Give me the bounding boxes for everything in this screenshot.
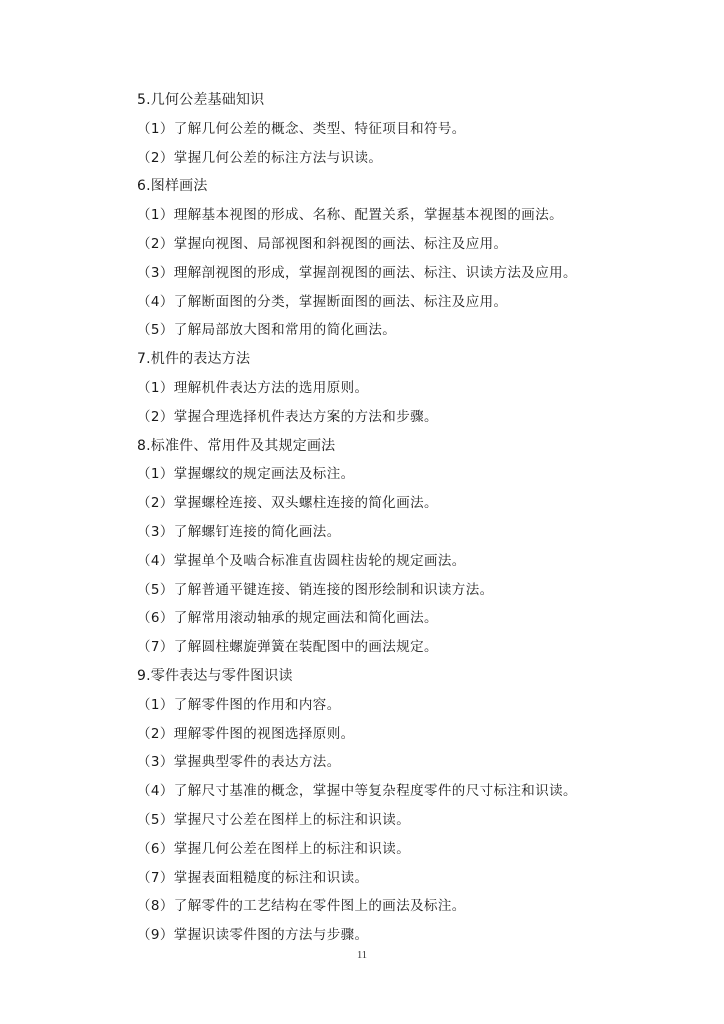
section-heading: 5.几何公差基础知识 bbox=[137, 92, 265, 108]
list-item: （3）理解剖视图的形成，掌握剖视图的画法、标注、识读方法及应用。 bbox=[137, 264, 577, 281]
page-content bbox=[137, 86, 637, 950]
list-item: （2）掌握合理选择机件表达方案的方法和步骤。 bbox=[137, 408, 438, 425]
section-heading: 9.零件表达与零件图识读 bbox=[137, 667, 293, 684]
list-item: （5）掌握尺寸公差在图样上的标注和识读。 bbox=[137, 811, 411, 828]
list-item: （1）了解零件图的作用和内容。 bbox=[137, 696, 341, 713]
list-item: （2）掌握螺栓连接、双头螺柱连接的简化画法。 bbox=[137, 495, 438, 512]
list-item: （3）了解螺钉连接的简化画法。 bbox=[137, 523, 341, 540]
list-item: （4）了解尺寸基准的概念，掌握中等复杂程度零件的尺寸标注和识读。 bbox=[137, 783, 577, 800]
list-item: （5）了解局部放大图和常用的简化画法。 bbox=[137, 322, 397, 339]
list-item: （7）掌握表面粗糙度的标注和识读。 bbox=[137, 869, 369, 886]
list-item: （1）理解基本视图的形成、名称、配置关系，掌握基本视图的画法。 bbox=[137, 207, 563, 224]
list-item: （6）掌握几何公差在图样上的标注和识读。 bbox=[137, 840, 411, 857]
list-item: （2）理解零件图的视图选择原则。 bbox=[137, 725, 355, 742]
list-item: （9）掌握识读零件图的方法与步骤。 bbox=[137, 927, 369, 944]
section-heading: 6.图样画法 bbox=[137, 178, 208, 195]
list-item: （1）了解几何公差的概念、类型、特征项目和符号。 bbox=[137, 120, 466, 137]
list-item: （4）了解断面图的分类，掌握断面图的画法、标注及应用。 bbox=[137, 293, 508, 310]
list-item: （4）掌握单个及啮合标准直齿圆柱齿轮的规定画法。 bbox=[137, 552, 466, 569]
list-item: （8）了解零件的工艺结构在零件图上的画法及标注。 bbox=[137, 898, 466, 915]
list-item: （5）了解普通平键连接、销连接的图形绘制和识读方法。 bbox=[137, 581, 494, 598]
section-heading: 7.机件的表达方法 bbox=[137, 351, 251, 368]
list-item: （7）了解圆柱螺旋弹簧在装配图中的画法规定。 bbox=[137, 639, 438, 656]
list-item: （1）理解机件表达方法的选用原则。 bbox=[137, 379, 369, 396]
list-item: （6）了解常用滚动轴承的规定画法和简化画法。 bbox=[137, 610, 438, 627]
page-number: 11 bbox=[356, 950, 368, 961]
section-heading: 8.标准件、常用件及其规定画法 bbox=[137, 437, 336, 454]
list-item: （2）掌握向视图、局部视图和斜视图的画法、标注及应用。 bbox=[137, 235, 508, 252]
list-item: （3）掌握典型零件的表达方法。 bbox=[137, 754, 341, 771]
list-item: （1）掌握螺纹的规定画法及标注。 bbox=[137, 466, 355, 483]
list-item: （2）掌握几何公差的标注方法与识读。 bbox=[137, 149, 383, 166]
